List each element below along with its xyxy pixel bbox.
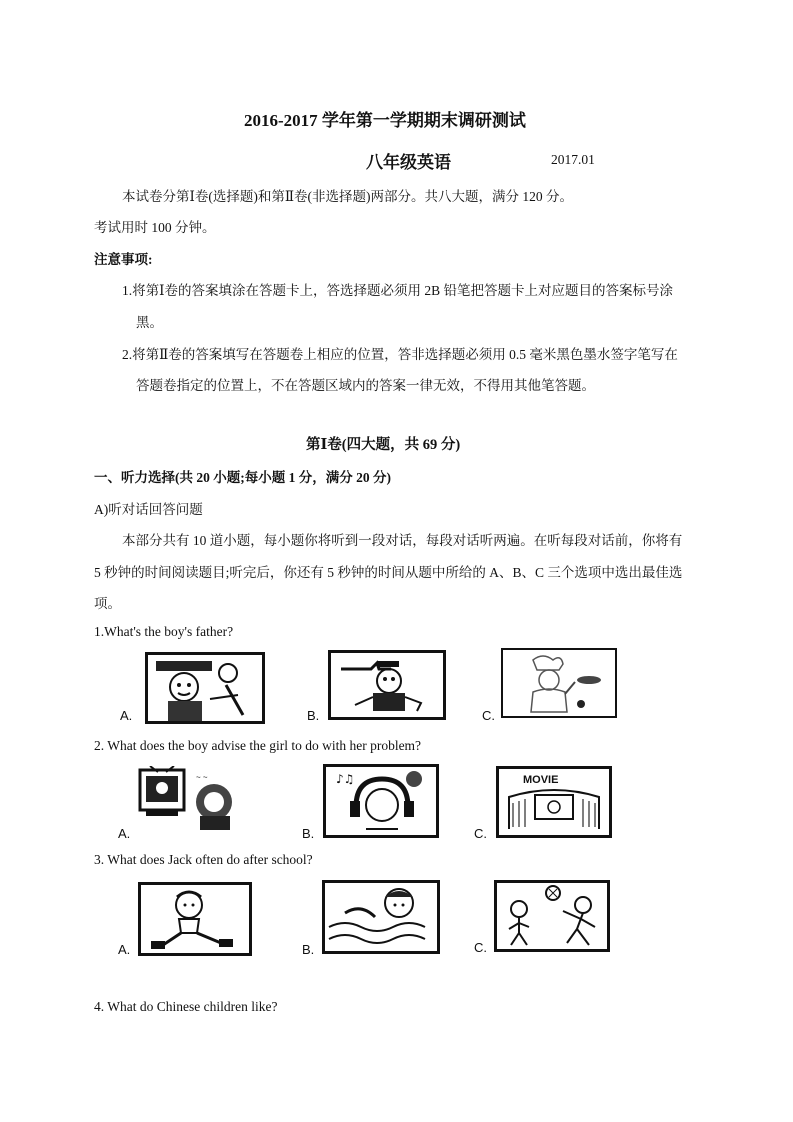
question-3-text: 3. What does Jack often do after school? (94, 852, 313, 867)
q3-option-c-image (494, 880, 610, 952)
q3-option-b-label: B. (302, 942, 315, 957)
listen-music-picture-icon (326, 767, 436, 835)
q2-option-a-image (136, 766, 246, 832)
svg-text:♪♫: ♪♫ (336, 772, 355, 786)
q2-option-c-image (496, 766, 612, 838)
question-2-text: 2. What does the boy advise the girl to do with her problem? (94, 738, 422, 753)
svg-text:~ ~: ~ ~ (196, 773, 208, 782)
q1-option-c-image (501, 648, 617, 718)
exam-date: 2017.01 (551, 152, 595, 167)
q1-option-a-label: A. (120, 708, 133, 723)
q2-option-b-image (323, 764, 439, 838)
instruction-line-2: 5 秒钟的时间阅读题目;听完后，你还有 5 秒钟的时间从题中所给的 A、B、C 三个选项中选出最佳选 (94, 565, 683, 580)
section1-heading: 一、听力选择(共 20 小题;每小题 1 分，满分 20 分) (94, 470, 391, 485)
q1-option-a-image (145, 652, 265, 724)
police-officer-picture-icon (148, 655, 262, 721)
note-1-line-1: 1.将第Ⅰ卷的答案填涂在答题卡上，答选择题必须用 2B 铅笔把答题卡上对应题目的答案标号涂 (122, 283, 673, 298)
instruction-line-3: 项。 (94, 596, 121, 611)
running-boy-picture-icon (141, 885, 249, 953)
movie-theater-picture-icon (499, 769, 609, 835)
subject-title: 八年级英语 (366, 153, 451, 172)
movie-sign-text: MOVIE (523, 774, 559, 786)
note-2-line-1: 2.将第Ⅱ卷的答案填写在答题卷上相应的位置，答非选择题必须用 0.5 毫米黑色墨水签字笔写在 (122, 347, 678, 362)
notes-heading: 注意事项: (94, 252, 153, 267)
pilot-picture-icon (331, 653, 443, 717)
q3-option-b-image (322, 880, 440, 954)
part1-heading: 第Ⅰ卷(四大题，共 69 分) (306, 437, 461, 453)
instruction-line-1: 本部分共有 10 道小题，每小题你将听到一段对话，每段对话听两遍。在听每段对话前，你将有 (122, 533, 683, 548)
q2-option-b-label: B. (302, 826, 315, 841)
question-1-text: 1.What's the boy's father? (94, 624, 234, 639)
q3-option-a-label: A. (118, 942, 131, 957)
watch-tv-picture-icon (136, 766, 246, 832)
sectionA-heading: A)听对话回答问题 (94, 502, 203, 517)
q1-option-c-label: C. (482, 708, 495, 723)
playing-football-picture-icon (497, 883, 607, 949)
q3-option-c-label: C. (474, 940, 487, 955)
cook-picture-icon (503, 650, 615, 716)
intro-line-1: 本试卷分第Ⅰ卷(选择题)和第Ⅱ卷(非选择题)两部分。共八大题，满分 120 分。 (122, 189, 573, 204)
q2-option-a-label: A. (118, 826, 131, 841)
question-4-text: 4. What do Chinese children like? (94, 999, 278, 1014)
intro-line-2: 考试用时 100 分钟。 (94, 220, 216, 235)
swimming-boy-picture-icon (325, 883, 437, 951)
note-2-line-2: 答题卷指定的位置上，不在答题区域内的答案一律无效，不得用其他笔答题。 (136, 378, 595, 393)
exam-title: 2016-2017 学年第一学期期末调研测试 (244, 111, 526, 130)
q3-option-a-image (138, 882, 252, 956)
q1-option-b-image (328, 650, 446, 720)
q1-option-b-label: B. (307, 708, 320, 723)
q2-option-c-label: C. (474, 826, 487, 841)
note-1-line-2: 黑。 (136, 315, 163, 330)
